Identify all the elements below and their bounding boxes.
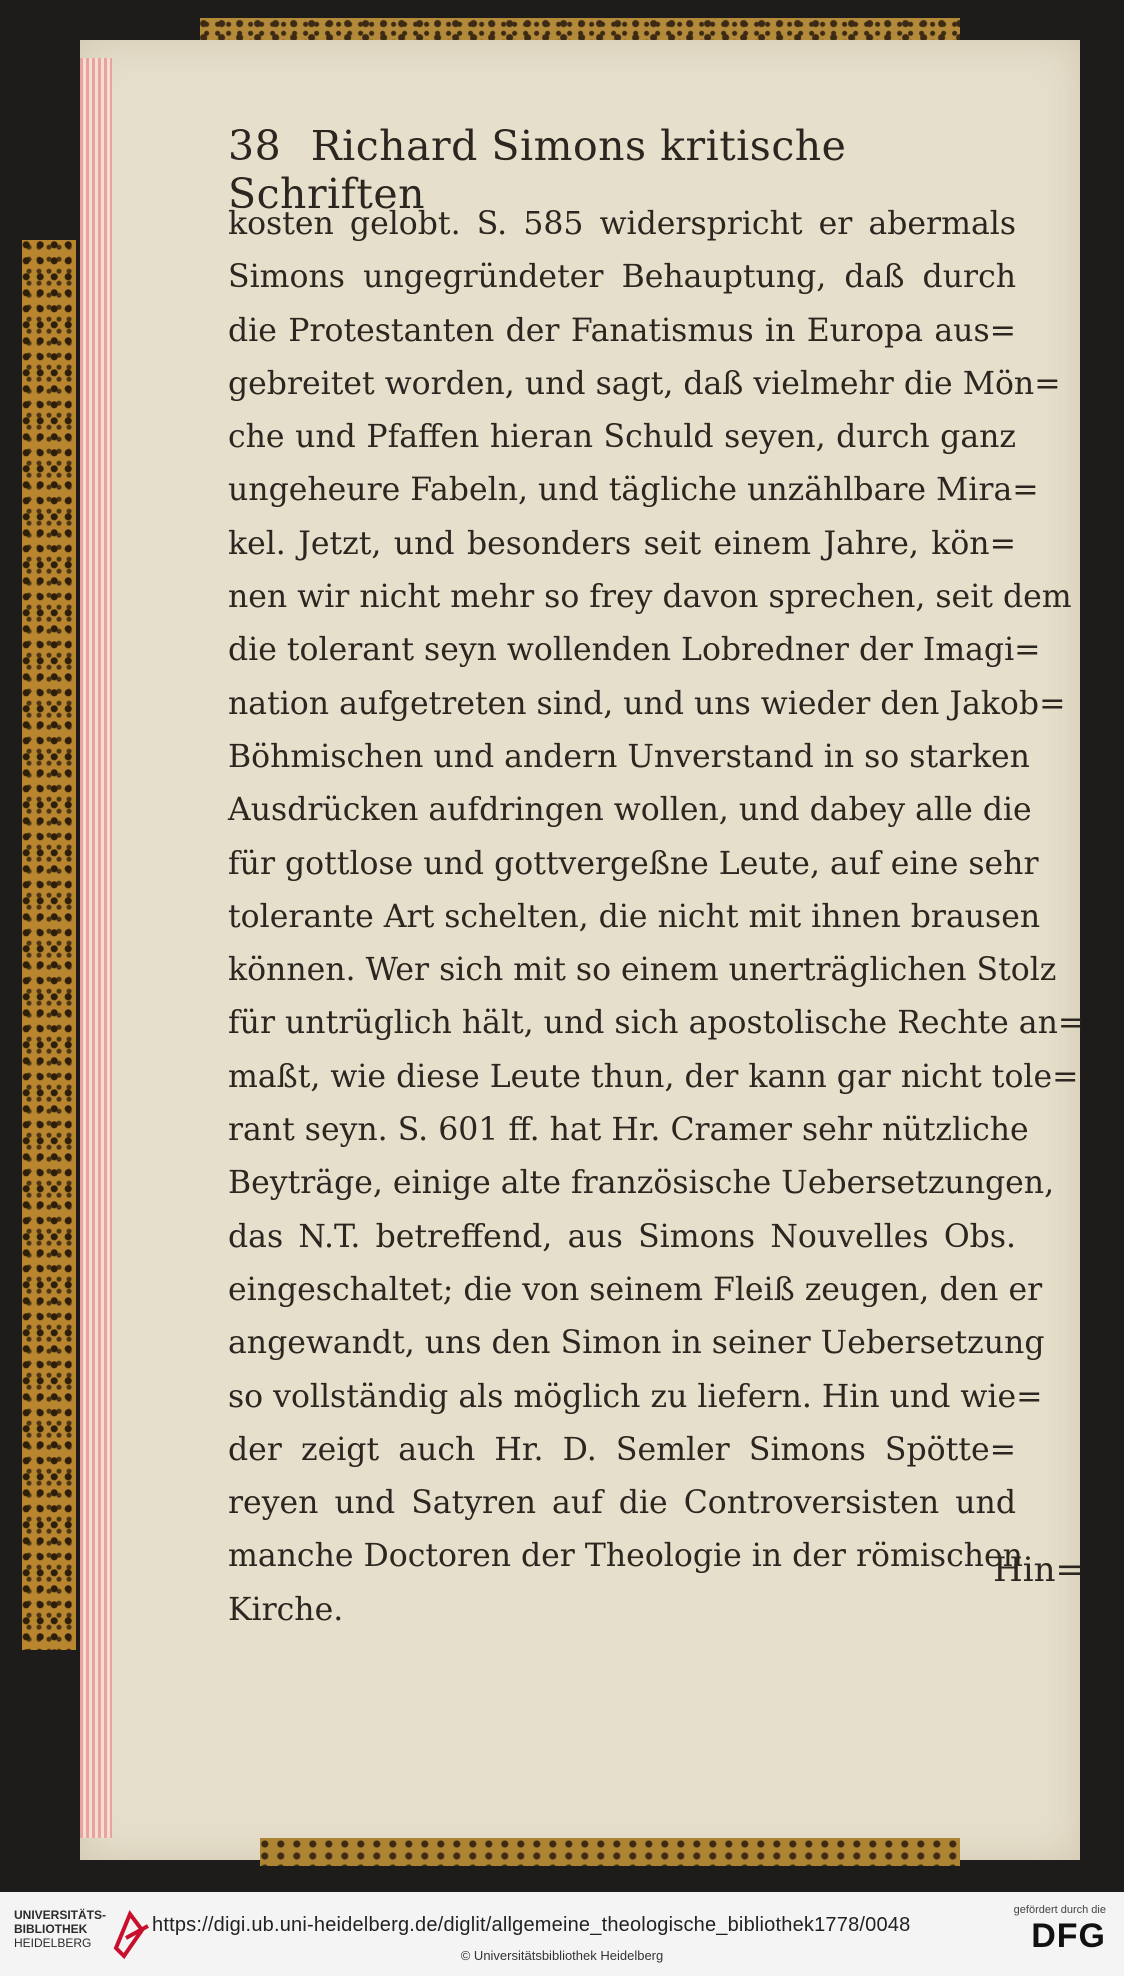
text-line: nen wir nicht mehr so frey davon sprechen, seit dem <box>228 579 1072 616</box>
page-body-text <box>228 198 1085 1637</box>
funder-name: DFG <box>1031 1917 1106 1955</box>
page-number: 38 <box>228 122 282 170</box>
text-line: Ausdrücken aufdringen wollen, und dabey alle die <box>228 792 1032 829</box>
text-line: das N.T. betreffend, aus Simons Nouvelles Obs. <box>228 1218 1016 1255</box>
text-line: rant seyn. S. 601 ff. hat Hr. Cramer sehr nützliche <box>228 1112 1029 1149</box>
text-line: die tolerant seyn wollenden Lobredner der Imagi= <box>228 632 1041 669</box>
text-line: der zeigt auch Hr. D. Semler Simons Spötte= <box>228 1431 1016 1468</box>
text-line: ungeheure Fabeln, und tägliche unzählbare Mira= <box>228 472 1039 509</box>
text-line: manche Doctoren der Theologie in der römischen <box>228 1538 1023 1575</box>
viewer-footer <box>0 1892 1124 1976</box>
copyright-notice: © Universitätsbibliothek Heidelberg <box>460 1948 664 1963</box>
text-line: Böhmischen und andern Unverstand in so starken <box>228 738 1030 775</box>
text-line: kel. Jetzt, und besonders seit einem Jahre, kön= <box>228 525 1016 562</box>
text-line: tolerante Art schelten, die nicht mit ihnen brausen <box>228 898 1041 935</box>
text-line: für untrüglich hält, und sich apostolische Rechte an= <box>228 1005 1085 1042</box>
book-board-bottom-edge <box>260 1838 960 1866</box>
catchword: Hin= <box>993 1550 1084 1590</box>
marbled-spine <box>22 240 76 1650</box>
library-name-line1: UNIVERSITÄTS- <box>14 1908 107 1922</box>
library-name <box>14 1908 106 1950</box>
text-line: die Protestanten der Fanatismus in Europa aus= <box>228 312 1016 349</box>
text-line: nation aufgetreten sind, und uns wieder den Jakob= <box>228 685 1066 722</box>
text-line: che und Pfaffen hieran Schuld seyen, durch ganz <box>228 419 1016 456</box>
running-head-title: Richard Simons kritische Schriften <box>228 122 847 218</box>
funder-note: gefördert durch die <box>1013 1904 1106 1916</box>
library-name-line3: HEIDELBERG <box>14 1936 92 1950</box>
text-line: eingeschaltet; die von seinem Fleiß zeugen, den er <box>228 1271 1043 1308</box>
text-line: maßt, wie diese Leute thun, der kann gar nicht tole= <box>228 1058 1079 1095</box>
text-line: können. Wer sich mit so einem unerträglichen Stolz <box>228 952 1057 989</box>
text-line: Kirche. <box>228 1591 344 1628</box>
text-line: kosten gelobt. S. 585 widerspricht er abermals <box>228 206 1016 242</box>
library-name-line2: BIBLIOTHEK <box>14 1922 88 1936</box>
funder-logo <box>1014 1904 1106 1956</box>
text-line: für gottlose und gottvergeßne Leute, auf eine sehr <box>228 845 1039 882</box>
text-line: angewandt, uns den Simon in seiner Uebersetzung <box>228 1325 1045 1362</box>
text-line: so vollständig als möglich zu liefern. Hin und wie= <box>228 1378 1043 1415</box>
text-line: gebreitet worden, und sagt, daß vielmehr die Mön= <box>228 365 1061 402</box>
permalink-url[interactable]: https://digi.ub.uni-heidelberg.de/diglit/allgemeine_theologische_bibliothek1778/0048 <box>152 1914 911 1936</box>
text-line: reyen und Satyren auf die Controversisten und <box>228 1485 1016 1522</box>
text-line: Beyträge, einige alte französische Uebersetzungen, <box>228 1165 1055 1202</box>
page-edge-stack <box>80 58 112 1838</box>
text-line: Simons ungegründeter Behauptung, daß durch <box>228 259 1016 296</box>
